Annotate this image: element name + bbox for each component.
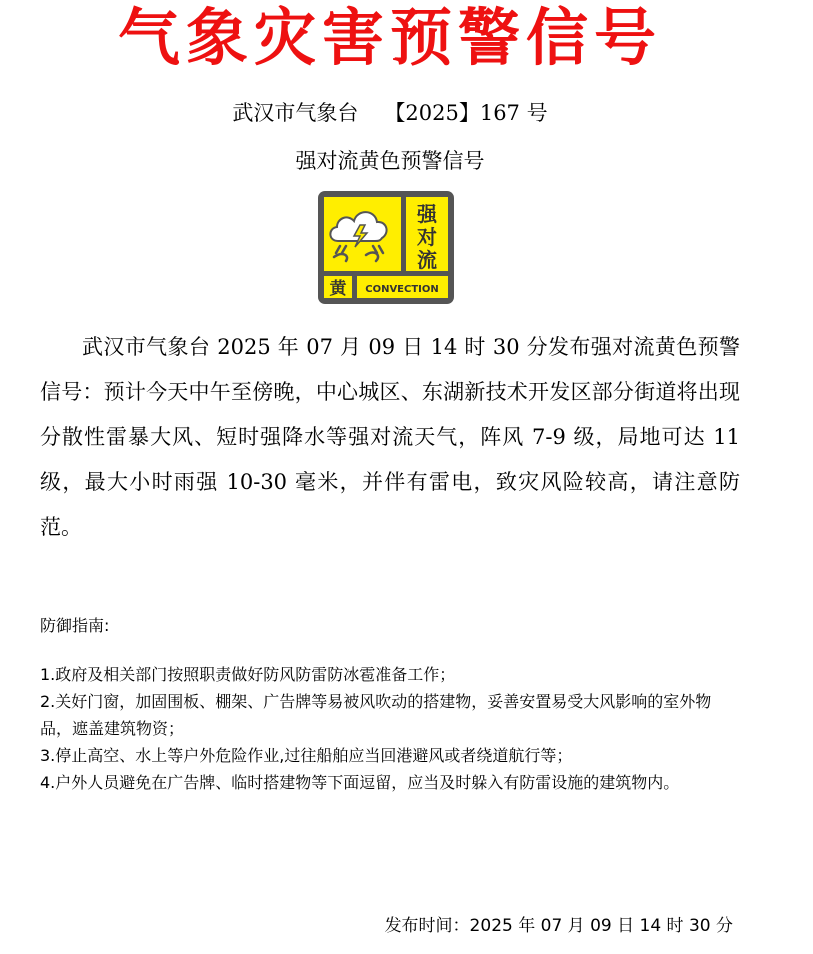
guide-item: 3.停止高空、水上等户外危险作业,过往船舶应当回港避风或者绕道航行等； bbox=[40, 746, 573, 765]
guide-item: 4.户外人员避免在广告牌、临时搭建物等下面逗留，应当及时躲入有防雷设施的建筑物内。 bbox=[40, 773, 680, 792]
document-number: 【2025】167 号 bbox=[384, 101, 548, 125]
warning-signal-icon bbox=[318, 191, 454, 304]
guide-item: 1.政府及相关部门按照职责做好防风防雷防冰雹准备工作； bbox=[40, 665, 456, 684]
page-title: 气象灾害预警信号 bbox=[117, 1, 662, 74]
release-time: 发布时间：2025 年 07 月 09 日 14 时 30 分 bbox=[384, 916, 733, 936]
document-number-line bbox=[0, 98, 780, 128]
signal-side-char-1: 强 bbox=[417, 202, 437, 226]
defense-guide bbox=[40, 612, 740, 796]
issuer: 武汉市气象台 bbox=[232, 101, 359, 125]
guide-item: 2.关好门窗，加固围板、棚架、广告牌等易被风吹动的搭建物，妥善安置易受大风影响的室外物品，遮盖建筑物资； bbox=[40, 692, 712, 738]
signal-side-char-2: 对 bbox=[417, 225, 437, 249]
announcement-text: 武汉市气象台 2025 年 07 月 09 日 14 时 30 分发布强对流黄色预警信号：预计今天中午至傍晚，中心城区、东湖新技术开发区部分街道将出现分散性雷暴大风、短时强降水等强对流天气，阵风 7-9 级，局地可达 11 级，最大小时雨强 10-30 毫米，并伴有雷电，致灾风险较高，请注意防范。 bbox=[40, 335, 740, 539]
signal-name: 强对流黄色预警信号 bbox=[295, 149, 485, 173]
guide-heading: 防御指南: bbox=[40, 616, 110, 635]
signal-level-char: 黄 bbox=[329, 279, 347, 299]
signal-side-char-3: 流 bbox=[417, 248, 437, 272]
signal-english-label: CONVECTION bbox=[365, 284, 439, 295]
